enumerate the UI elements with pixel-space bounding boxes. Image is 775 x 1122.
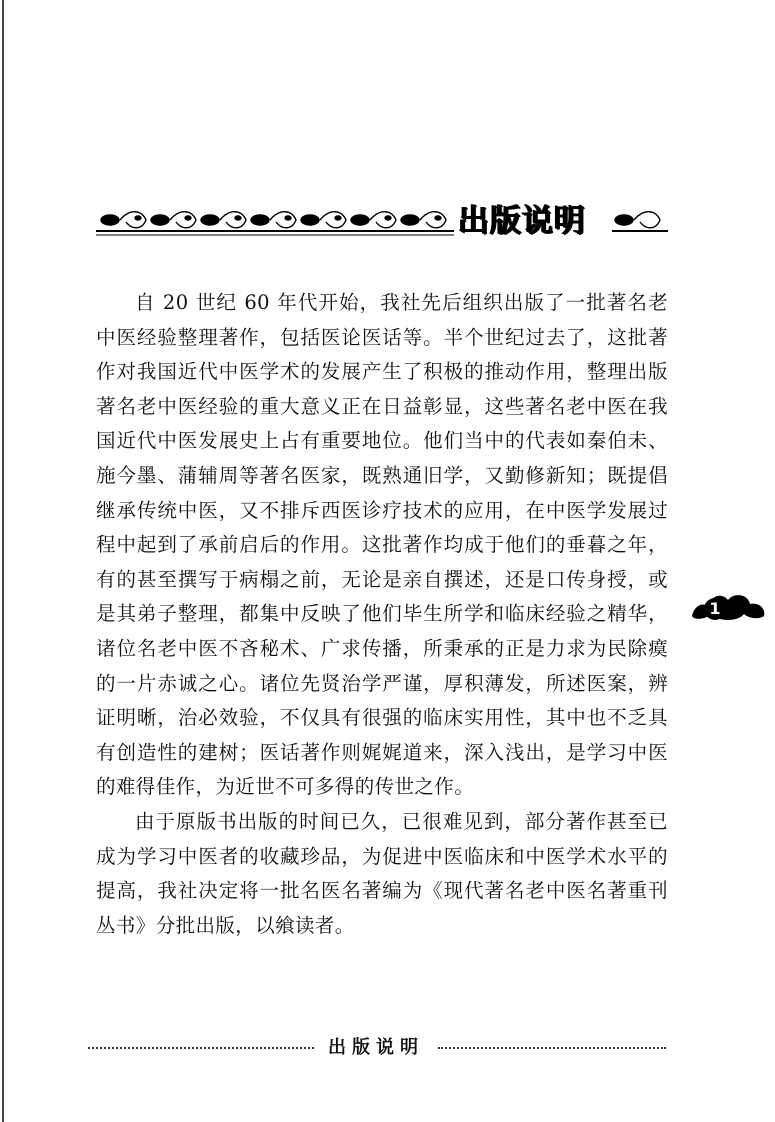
paragraph-1: 自 20 世纪 60 年代开始，我社先后组织出版了一批著名老中医经验整理著作，包括医论医话等。半个世纪过去了，这批著作对我国近代中医学术的发展产生了积极的推动作用，整理出版著名老中医经验的重大意义正在日益彰显，这些著名老中医在我国近代中医发展史上占有重要地位。他们当中的代表如秦伯未、施今墨、蒲辅周等著名医家，既熟通旧学，又勤修新知；既提倡继承传统中医，又不排斥西医诊疗技术的应用，在中医学发展过程中起到了承前启后的作用。这批著作均成于他们的垂暮之年，有的甚至撰写于病榻之前，无论是亲自撰述，还是口传身授，或是其弟子整理，都集中反映了他们毕生所学和临床经验之精华，诸位名老中医不吝秘术、广求传播，所秉承的正是力求为民除瘼的一片赤诚之心。诸位先贤治学严谨，厚积薄发，所述医案，辨证明晰，治必效验，不仅具有很强的临床实用性，其中也不乏具有创造性的建树；医话著作则娓娓道来，深入浅出，是学习中医的难得佳作，为近世不可多得的传世之作。	[96, 291, 668, 799]
section-title: 出版说明	[454, 202, 590, 240]
footer-dotted-rule-right	[438, 1047, 666, 1051]
paragraph-2: 由于原版书出版的时间已久，已很难见到，部分著作甚至已成为学习中医者的收藏珍品，为促进中医临床和中医学术水平的提高，我社决定将一批名医名著编为《现代著名老中医名著重刊丛书》分批出版，以飨读者。	[96, 809, 668, 937]
body-text	[96, 286, 668, 943]
page-number: 1	[709, 599, 721, 618]
page-number-flourish-icon	[688, 586, 768, 630]
header-banner	[92, 198, 670, 244]
page-edge-rule	[2, 0, 4, 1122]
footer	[88, 1036, 668, 1060]
footer-running-title: 出版说明	[328, 1037, 424, 1058]
footer-dotted-rule-left	[88, 1047, 314, 1051]
